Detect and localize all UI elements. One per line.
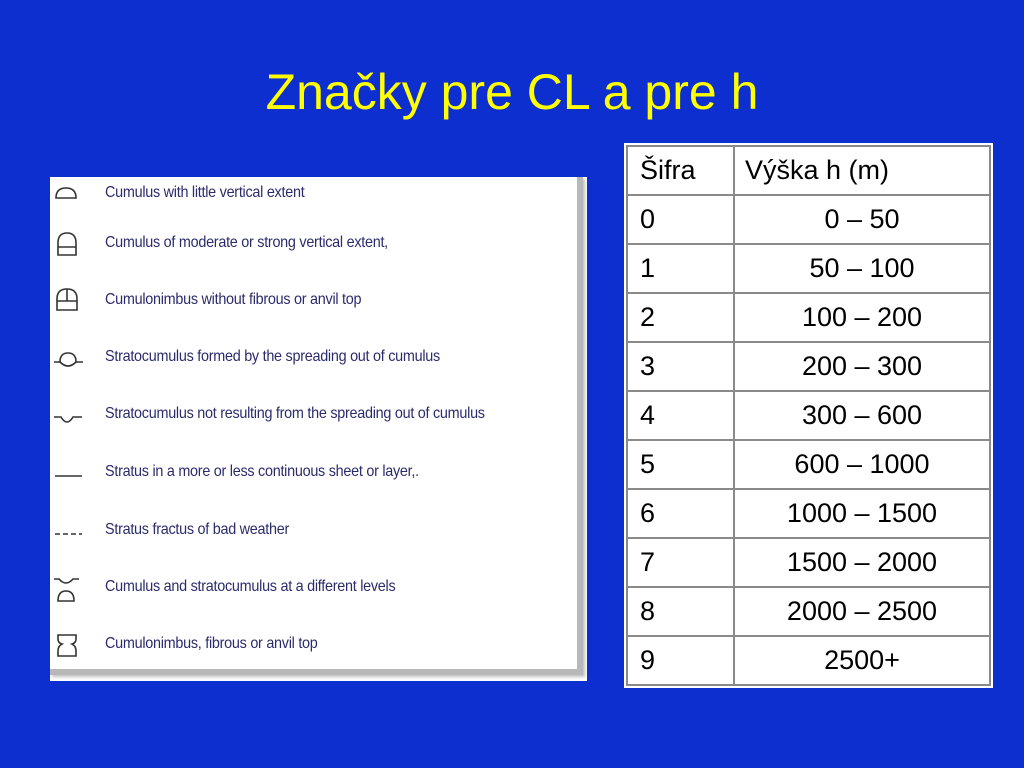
table-row	[627, 587, 990, 636]
column-header-height: Výška h (m)	[734, 146, 990, 195]
legend-label: Cumulonimbus without fibrous or anvil top	[105, 291, 362, 308]
legend-image-frame	[50, 177, 583, 675]
legend-label: Stratus fractus of bad weather	[105, 521, 290, 538]
height-cell: 1000 – 1500	[734, 489, 990, 538]
slide-title: Značky pre CL a pre h	[265, 64, 759, 120]
code-cell: 4	[627, 391, 734, 440]
height-cell: 0 – 50	[734, 195, 990, 244]
height-cell: 2500+	[734, 636, 990, 685]
code-cell: 6	[627, 489, 734, 538]
cloud-symbol-legend	[50, 177, 587, 681]
code-cell: 9	[627, 636, 734, 685]
code-cell: 5	[627, 440, 734, 489]
cumulus-stratocumulus-icon	[52, 573, 86, 605]
cumulonimbus-calvus-icon	[52, 286, 86, 318]
height-cell: 1500 – 2000	[734, 538, 990, 587]
code-cell: 2	[627, 293, 734, 342]
table-row	[627, 538, 990, 587]
height-cell: 200 – 300	[734, 342, 990, 391]
table-row	[627, 244, 990, 293]
stratus-fractus-icon	[52, 516, 86, 548]
height-cell: 100 – 200	[734, 293, 990, 342]
legend-label: Cumulonimbus, fibrous or anvil top	[105, 635, 318, 652]
height-cell: 600 – 1000	[734, 440, 990, 489]
height-cell: 300 – 600	[734, 391, 990, 440]
legend-row	[50, 286, 577, 326]
legend-row	[50, 400, 577, 440]
legend-row	[50, 179, 577, 219]
code-cell: 1	[627, 244, 734, 293]
legend-label: Cumulus of moderate or strong vertical extent,	[105, 234, 388, 251]
legend-row	[50, 343, 577, 383]
height-cell: 2000 – 2500	[734, 587, 990, 636]
legend-label: Stratocumulus not resulting from the spreading out of cumulus	[105, 405, 485, 422]
stratocumulus-icon	[52, 400, 86, 432]
table-row	[627, 636, 990, 685]
code-cell: 0	[627, 195, 734, 244]
table-row	[627, 293, 990, 342]
height-code-table	[626, 145, 991, 686]
legend-label: Stratocumulus formed by the spreading out of cumulus	[105, 348, 440, 365]
legend-label: Cumulus with little vertical extent	[105, 184, 305, 201]
table-row	[627, 440, 990, 489]
table-row	[627, 342, 990, 391]
legend-row	[50, 516, 577, 556]
code-cell: 3	[627, 342, 734, 391]
legend-label: Cumulus and stratocumulus at a different levels	[105, 578, 396, 595]
cumulonimbus-capillatus-icon	[52, 630, 86, 662]
table-row	[627, 489, 990, 538]
legend-row	[50, 630, 577, 670]
stratocumulus-cumulogenitus-icon	[52, 343, 86, 375]
legend-row	[50, 458, 577, 498]
column-header-code: Šifra	[627, 146, 734, 195]
height-cell: 50 – 100	[734, 244, 990, 293]
table-header-row	[627, 146, 990, 195]
legend-row	[50, 573, 577, 613]
legend-label: Stratus in a more or less continuous sheet or layer,.	[105, 463, 419, 480]
code-cell: 8	[627, 587, 734, 636]
cumulus-congestus-icon	[52, 229, 86, 261]
stratus-icon	[52, 458, 86, 490]
table-row	[627, 195, 990, 244]
legend-row	[50, 229, 577, 269]
table-row	[627, 391, 990, 440]
cumulus-humilis-icon	[52, 179, 86, 211]
code-cell: 7	[627, 538, 734, 587]
